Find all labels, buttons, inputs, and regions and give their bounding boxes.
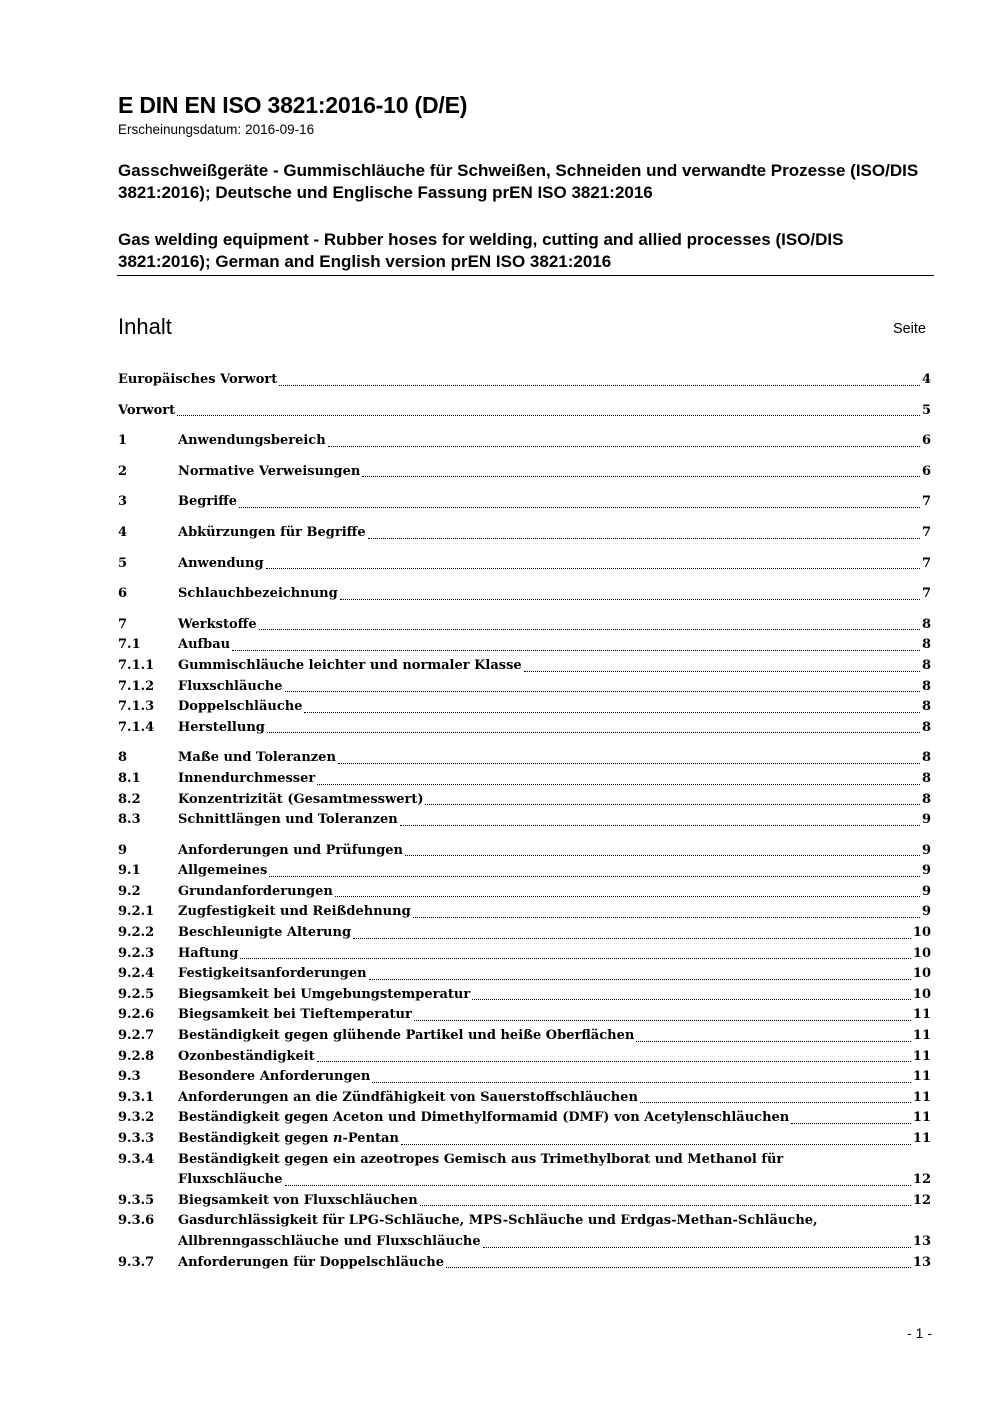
toc-entry-number: 9.3.7 <box>118 1254 155 1270</box>
toc-entry-body <box>178 492 931 513</box>
toc-entry[interactable] <box>118 748 931 769</box>
toc-entry[interactable] <box>118 462 931 483</box>
toc-entry-number: 9.2.3 <box>118 945 155 961</box>
toc-entry-title: Anforderungen für Doppelschläuche <box>178 1254 444 1270</box>
toc-entry-body <box>178 431 931 452</box>
toc-entry-number: 9.2.6 <box>118 1007 155 1023</box>
toc-entry[interactable] <box>118 635 931 656</box>
toc-entry-page: 9 <box>921 812 931 828</box>
toc-entry[interactable] <box>118 882 931 903</box>
toc-entry-title: Anwendung <box>178 555 264 571</box>
toc-leader-dots <box>232 650 920 651</box>
toc-entry-title: Haftung <box>178 945 239 961</box>
toc-entry[interactable] <box>118 1088 931 1109</box>
toc-entry-number: 9.3.6 <box>118 1213 155 1229</box>
toc-entry-title: Biegsamkeit bei Umgebungstemperatur <box>178 986 471 1002</box>
toc-entry-title: Maße und Toleranzen <box>178 750 336 766</box>
toc-entry-number: 7.1.3 <box>118 699 155 715</box>
toc-entry[interactable] <box>118 584 931 605</box>
toc-entry-body <box>178 902 931 923</box>
toc-entry[interactable] <box>118 1129 931 1150</box>
toc-entry-body <box>178 1005 931 1026</box>
toc-entry-page: 9 <box>921 883 931 899</box>
toc-entry-page: 9 <box>921 863 931 879</box>
toc-entry-page: 7 <box>921 494 931 510</box>
publication-date <box>118 122 314 137</box>
toc-entry-page: 13 <box>912 1233 931 1249</box>
toc-entry[interactable] <box>118 790 931 811</box>
toc-entry-number: 9.3.5 <box>118 1192 155 1208</box>
title-english: Gas welding equipment - Rubber hoses for welding, cutting and allied processes (ISO/DIS 3821:2016); German and English version prEN ISO 3821:2016 <box>118 230 844 271</box>
toc-entry-title: Konzentrizität (Gesamtmesswert) <box>178 791 424 807</box>
toc-entry-body <box>178 810 931 831</box>
toc-entry[interactable] <box>118 677 931 698</box>
toc-leader-dots <box>483 1247 911 1248</box>
toc-entry-number: 9.2.4 <box>118 966 155 982</box>
italic-variable: n <box>333 1131 343 1146</box>
toc-entry-number: 9.2.5 <box>118 986 155 1002</box>
toc-entry-body <box>178 1150 931 1191</box>
toc-entry-body <box>178 718 931 739</box>
toc-entry-number: 7.1 <box>118 637 141 653</box>
toc-entry-title: Gummischläuche leichter und normaler Klasse <box>178 657 522 673</box>
toc-entry[interactable] <box>118 401 931 422</box>
toc-leader-dots <box>267 732 920 733</box>
date-label: Erscheinungsdatum: <box>118 122 242 137</box>
toc-leader-dots <box>340 599 920 600</box>
toc-entry-title: Normative Verweisungen <box>178 463 361 479</box>
toc-entry-title: Biegsamkeit von Fluxschläuchen <box>178 1192 418 1208</box>
toc-entry-number: 9.3.1 <box>118 1089 155 1105</box>
toc-entry-page: 10 <box>912 945 931 961</box>
toc-entry-body <box>178 615 931 636</box>
toc-entry-title: Aufbau <box>178 637 231 653</box>
toc-entry-page: 8 <box>921 616 931 632</box>
toc-entry-title: Biegsamkeit bei Tieftemperatur <box>178 1007 412 1023</box>
toc-entry-title: Fluxschläuche <box>178 678 283 694</box>
toc-entry-number: 9.1 <box>118 863 141 879</box>
toc-entry[interactable] <box>118 1047 931 1068</box>
toc-entry-title: Werkstoffe <box>178 616 257 632</box>
toc-entry-number: 7 <box>118 616 128 632</box>
toc-leader-dots <box>317 784 920 785</box>
toc-entry-page: 8 <box>921 770 931 786</box>
toc-entry-page: 7 <box>921 524 931 540</box>
toc-entry-page: 11 <box>912 1069 931 1085</box>
toc-entry-number: 6 <box>118 586 128 602</box>
toc-entry-body <box>178 861 931 882</box>
toc-entry-page: 8 <box>921 699 931 715</box>
toc-entry-page: 8 <box>921 657 931 673</box>
toc-leader-dots <box>362 476 920 477</box>
toc-entry[interactable] <box>118 1211 931 1252</box>
toc-entry-page: 7 <box>921 555 931 571</box>
toc-entry[interactable] <box>118 656 931 677</box>
toc-entry-body <box>178 1047 931 1068</box>
toc-entry-page: 11 <box>912 1028 931 1044</box>
toc-entry-page: 7 <box>921 586 931 602</box>
toc-entry-page: 8 <box>921 750 931 766</box>
toc-entry-number: 7.1.4 <box>118 719 155 735</box>
toc-leader-dots <box>446 1267 911 1268</box>
toc-entry-page: 10 <box>912 966 931 982</box>
toc-leader-dots <box>368 538 920 539</box>
toc-entry-page: 11 <box>912 1089 931 1105</box>
toc-entry-body <box>178 677 931 698</box>
toc-leader-dots <box>401 1144 911 1145</box>
toc-entry[interactable] <box>118 697 931 718</box>
toc-entry-number: 9.2.8 <box>118 1048 155 1064</box>
toc-entry-title: Innendurchmesser <box>178 770 316 786</box>
toc-entry-continuation <box>178 1170 931 1191</box>
toc-entry-body <box>178 944 931 965</box>
toc-entry-body <box>178 1129 931 1150</box>
toc-entry-title-continued: Allbrenngasschläuche und Fluxschläuche <box>178 1233 481 1249</box>
toc-entry-title: Anwendungsbereich <box>178 433 326 449</box>
toc-entry-title: Vorwort <box>118 402 176 418</box>
toc-leader-dots <box>636 1041 911 1042</box>
toc-entry-title: Gasdurchlässigkeit für LPG-Schläuche, MPS-Schläuche und Erdgas-Methan-Schläuche, <box>178 1213 818 1229</box>
toc-entry[interactable] <box>118 615 931 636</box>
toc-entry-title: Doppelschläuche <box>178 699 303 715</box>
toc-entry-body <box>178 523 931 544</box>
toc-entry[interactable] <box>118 861 931 882</box>
toc-leader-dots <box>317 1061 911 1062</box>
toc-leader-dots <box>335 896 920 897</box>
toc-entry[interactable] <box>118 964 931 985</box>
toc-leader-dots <box>338 763 920 764</box>
toc-entry[interactable] <box>118 769 931 790</box>
toc-entry[interactable] <box>118 944 931 965</box>
toc-entry-body <box>178 1253 931 1274</box>
toc-leader-dots <box>328 446 920 447</box>
toc-leader-dots <box>279 385 920 386</box>
toc-entry-body <box>178 1026 931 1047</box>
toc-entry[interactable] <box>118 431 931 452</box>
toc-heading: Inhalt <box>118 314 172 339</box>
toc-leader-dots <box>472 999 911 1000</box>
toc-entry-title: Schnittlängen und Toleranzen <box>178 812 398 828</box>
toc-entry-body <box>178 697 931 718</box>
toc-entry-page: 12 <box>912 1172 931 1188</box>
toc-entry-body <box>178 790 931 811</box>
toc-entry-number: 8.2 <box>118 791 141 807</box>
toc-entry-body <box>178 462 931 483</box>
toc-entry-page: 4 <box>921 372 931 387</box>
page-number: - 1 - <box>907 1325 932 1341</box>
toc-leader-dots <box>285 691 920 692</box>
toc-entry[interactable] <box>118 492 931 513</box>
toc-entry-page: 8 <box>921 719 931 735</box>
toc-entry-number: 2 <box>118 463 128 479</box>
toc-entry-title: Beständigkeit gegen Aceton und Dimethylformamid (DMF) von Acetylenschläuchen <box>178 1110 790 1126</box>
toc-entry-number: 9.2.2 <box>118 925 155 941</box>
toc-leader-dots <box>240 958 911 959</box>
toc-entry-number: 4 <box>118 524 128 540</box>
toc-entry-body <box>178 882 931 903</box>
toc-leader-dots <box>425 804 919 805</box>
toc-entry-page: 6 <box>921 433 931 449</box>
toc-leader-dots <box>269 876 920 877</box>
toc-entry-number: 3 <box>118 494 128 510</box>
toc-entry-number: 7.1.1 <box>118 657 155 673</box>
toc-leader-dots <box>640 1102 911 1103</box>
toc-entry-number: 7.1.2 <box>118 678 155 694</box>
toc-entry-body <box>178 1211 931 1252</box>
toc-entry-title: Abkürzungen für Begriffe <box>178 524 366 540</box>
toc-entry-title: Anforderungen an die Zündfähigkeit von Sauerstoffschläuchen <box>178 1089 638 1105</box>
toc-entry-page: 12 <box>912 1192 931 1208</box>
toc-entry-body <box>178 748 931 769</box>
toc-entry-page: 10 <box>912 925 931 941</box>
toc-leader-dots <box>304 712 919 713</box>
toc-entry-page: 11 <box>912 1110 931 1126</box>
toc-entry-page: 6 <box>921 463 931 479</box>
toc-leader-dots <box>413 917 920 918</box>
toc-entry-title: Grundanforderungen <box>178 883 333 899</box>
toc-entry[interactable] <box>118 1067 931 1088</box>
toc-entry-number: 9 <box>118 842 128 858</box>
toc-entry-body <box>178 584 931 605</box>
toc-entry-body <box>178 923 931 944</box>
title-german: Gasschweißgeräte - Gummischläuche für Schweißen, Schneiden und verwandte Prozesse (ISO/DIS 3821:2016); Deutsche und Englische Fassung prEN ISO 3821:2016 <box>118 161 919 202</box>
toc-entry-number: 9.3.3 <box>118 1131 155 1146</box>
toc-entry-title: Europäisches Vorwort <box>118 372 278 387</box>
toc-entry-body <box>178 985 931 1006</box>
toc-leader-dots <box>266 568 920 569</box>
toc-leader-dots <box>405 855 920 856</box>
toc-entry-title: Herstellung <box>178 719 265 735</box>
toc-entry[interactable] <box>118 523 931 544</box>
toc-entry-body <box>178 656 931 677</box>
toc-entry[interactable] <box>118 370 931 391</box>
toc-entry-title: Zugfestigkeit und Reißdehnung <box>178 904 411 920</box>
toc-entry-page: 11 <box>912 1007 931 1023</box>
toc-leader-dots <box>177 415 920 416</box>
toc-entry-body <box>178 841 931 862</box>
toc-entry-number: 5 <box>118 555 128 571</box>
toc-entry-number: 9.3.4 <box>118 1151 155 1167</box>
toc-entry-body <box>178 1067 931 1088</box>
toc-entry[interactable] <box>118 1005 931 1026</box>
toc-entry[interactable] <box>118 1191 931 1212</box>
toc-entry[interactable] <box>118 985 931 1006</box>
toc-page-label: Seite <box>892 321 926 337</box>
toc-entry-title: Beständigkeit gegen ein azeotropes Gemisch aus Trimethylborat und Methanol für <box>178 1151 784 1167</box>
toc-entry-title: Festigkeitsanforderungen <box>178 966 367 982</box>
toc-entry[interactable] <box>118 841 931 862</box>
toc-entry-page: 11 <box>912 1131 931 1146</box>
toc-entry-page: 8 <box>921 678 931 694</box>
toc-leader-dots <box>400 825 920 826</box>
toc-entry-page: 9 <box>921 904 931 920</box>
toc-entry-body <box>178 1088 931 1109</box>
toc-leader-dots <box>259 629 920 630</box>
table-of-contents <box>118 370 931 1273</box>
toc-entry[interactable] <box>118 718 931 739</box>
toc-entry-number: 8.1 <box>118 770 141 786</box>
toc-entry-body <box>178 1191 931 1212</box>
toc-entry[interactable] <box>118 1150 931 1191</box>
document-id: E DIN EN ISO 3821:2016-10 (D/E) <box>118 92 468 118</box>
toc-leader-dots <box>414 1020 911 1021</box>
toc-entry[interactable] <box>118 810 931 831</box>
toc-leader-dots <box>353 938 911 939</box>
toc-entry-continuation <box>178 1232 931 1253</box>
toc-entry-page: 5 <box>921 402 931 418</box>
toc-entry-title: Beschleunigte Alterung <box>178 925 352 941</box>
toc-entry[interactable] <box>118 902 931 923</box>
date-value: 2016-09-16 <box>245 122 315 137</box>
toc-entry-number: 8 <box>118 750 128 766</box>
toc-leader-dots <box>791 1123 911 1124</box>
toc-entry-number: 1 <box>118 433 128 449</box>
toc-entry[interactable] <box>118 923 931 944</box>
toc-entry-page: 13 <box>912 1254 931 1270</box>
toc-leader-dots <box>285 1185 911 1186</box>
toc-entry-title: Anforderungen und Prüfungen <box>178 842 404 858</box>
toc-entry-title: Allgemeines <box>178 863 268 879</box>
toc-entry-number: 9.2.1 <box>118 904 155 920</box>
toc-entry-page: 8 <box>921 791 931 807</box>
toc-leader-dots <box>239 507 920 508</box>
toc-leader-dots <box>524 671 920 672</box>
toc-entry[interactable] <box>118 1026 931 1047</box>
toc-entry-body <box>178 635 931 656</box>
toc-entry-page: 8 <box>921 637 931 653</box>
toc-entry-number: 9.2.7 <box>118 1028 155 1044</box>
toc-entry-number: 8.3 <box>118 812 141 828</box>
toc-entry-body <box>178 964 931 985</box>
toc-entry-title: Besondere Anforderungen <box>178 1069 371 1085</box>
toc-entry-body <box>178 554 931 575</box>
toc-leader-dots <box>372 1082 911 1083</box>
toc-entry-number: 9.3.2 <box>118 1110 155 1126</box>
toc-leader-dots <box>369 979 911 980</box>
toc-entry-title: Schlauchbezeichnung <box>178 586 338 602</box>
toc-leader-dots <box>420 1205 911 1206</box>
toc-entry-page: 11 <box>912 1048 931 1064</box>
toc-entry-body <box>178 1108 931 1129</box>
toc-entry-title: Begriffe <box>178 494 238 510</box>
toc-entry-title: Beständigkeit gegen n-Pentan <box>178 1131 399 1146</box>
header-divider <box>117 275 934 276</box>
toc-entry-body <box>118 401 931 422</box>
toc-entry-body <box>178 769 931 790</box>
toc-entry-number: 9.3 <box>118 1069 141 1085</box>
toc-entry-title: Ozonbeständigkeit <box>178 1048 315 1064</box>
toc-entry[interactable] <box>118 1253 931 1274</box>
toc-entry-title: Beständigkeit gegen glühende Partikel und heiße Oberflächen <box>178 1028 635 1044</box>
toc-entry-page: 9 <box>921 842 931 858</box>
toc-entry-number: 9.2 <box>118 883 141 899</box>
toc-entry-title-continued: Fluxschläuche <box>178 1172 283 1188</box>
toc-entry-body <box>118 370 931 391</box>
toc-entry[interactable] <box>118 1108 931 1129</box>
toc-entry-page: 10 <box>912 986 931 1002</box>
toc-entry[interactable] <box>118 554 931 575</box>
